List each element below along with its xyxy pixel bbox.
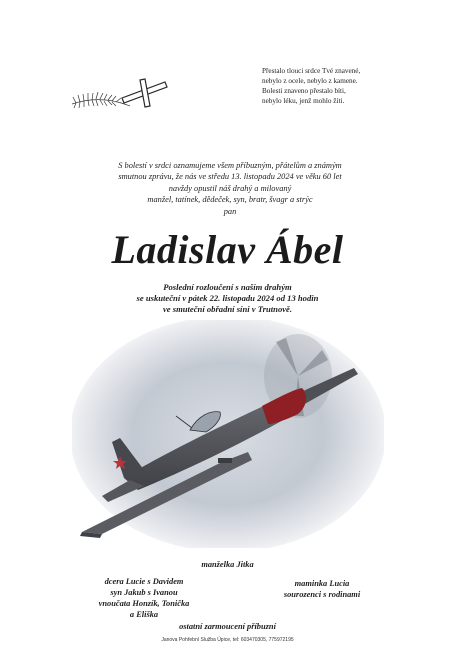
announcement-line: smutnou zprávu, že nás ve středu 13. listopadu 2024 ve věku 60 let — [118, 172, 342, 182]
announcement-line: S bolestí v srdci oznamujeme všem příbuzným, přátelům a známým — [118, 161, 342, 170]
mourner-line: a Eliška — [129, 610, 159, 619]
mourner-line: maminka Lucia — [294, 579, 350, 588]
service-line: ve smuteční obřadní síni v Trutnově. — [162, 304, 293, 315]
announcement-line: manžel, tatínek, dědeček, syn, bratr, švagr a strýc — [147, 195, 313, 205]
poem-line: Přestalo tlouci srdce Tvé znavené, — [262, 67, 361, 75]
announcement-line: pan — [223, 206, 237, 216]
announcement-line: navždy opustil náš drahý a milovaný — [168, 183, 292, 193]
mourner-line: sourozenci s rodinami — [283, 590, 361, 599]
funeral-service-footer: Janova Pohřební Služba Úpice, tel: 603470305, 775972195 — [161, 637, 294, 643]
mourner-line: syn Jakub s Ivanou — [110, 588, 178, 597]
poem-line: Bolesti znaveno přestalo bíti, — [262, 87, 346, 95]
deceased-name: Ladislav Ábel — [111, 227, 344, 272]
mourner-line: dcera Lucie s Davidem — [104, 577, 184, 586]
mourner-others: ostatní zarmoucení příbuzní — [179, 622, 276, 631]
service-line: se uskuteční v pátek 22. listopadu 2024 od 13 hodin — [136, 293, 319, 304]
poem-line: nebylo z ocele, nebylo z kamene. — [262, 77, 358, 85]
mourners-right-column — [262, 578, 382, 600]
mourner-line: vnoučata Honzík, Tonička — [98, 599, 190, 608]
mourner-wife: manželka Jitka — [201, 560, 254, 569]
poem-line: nebylo léku, jenž mohlo žíti. — [262, 97, 345, 105]
service-line: Poslední rozloučení s naším drahým — [163, 282, 292, 292]
mourners-left-column — [78, 576, 210, 620]
